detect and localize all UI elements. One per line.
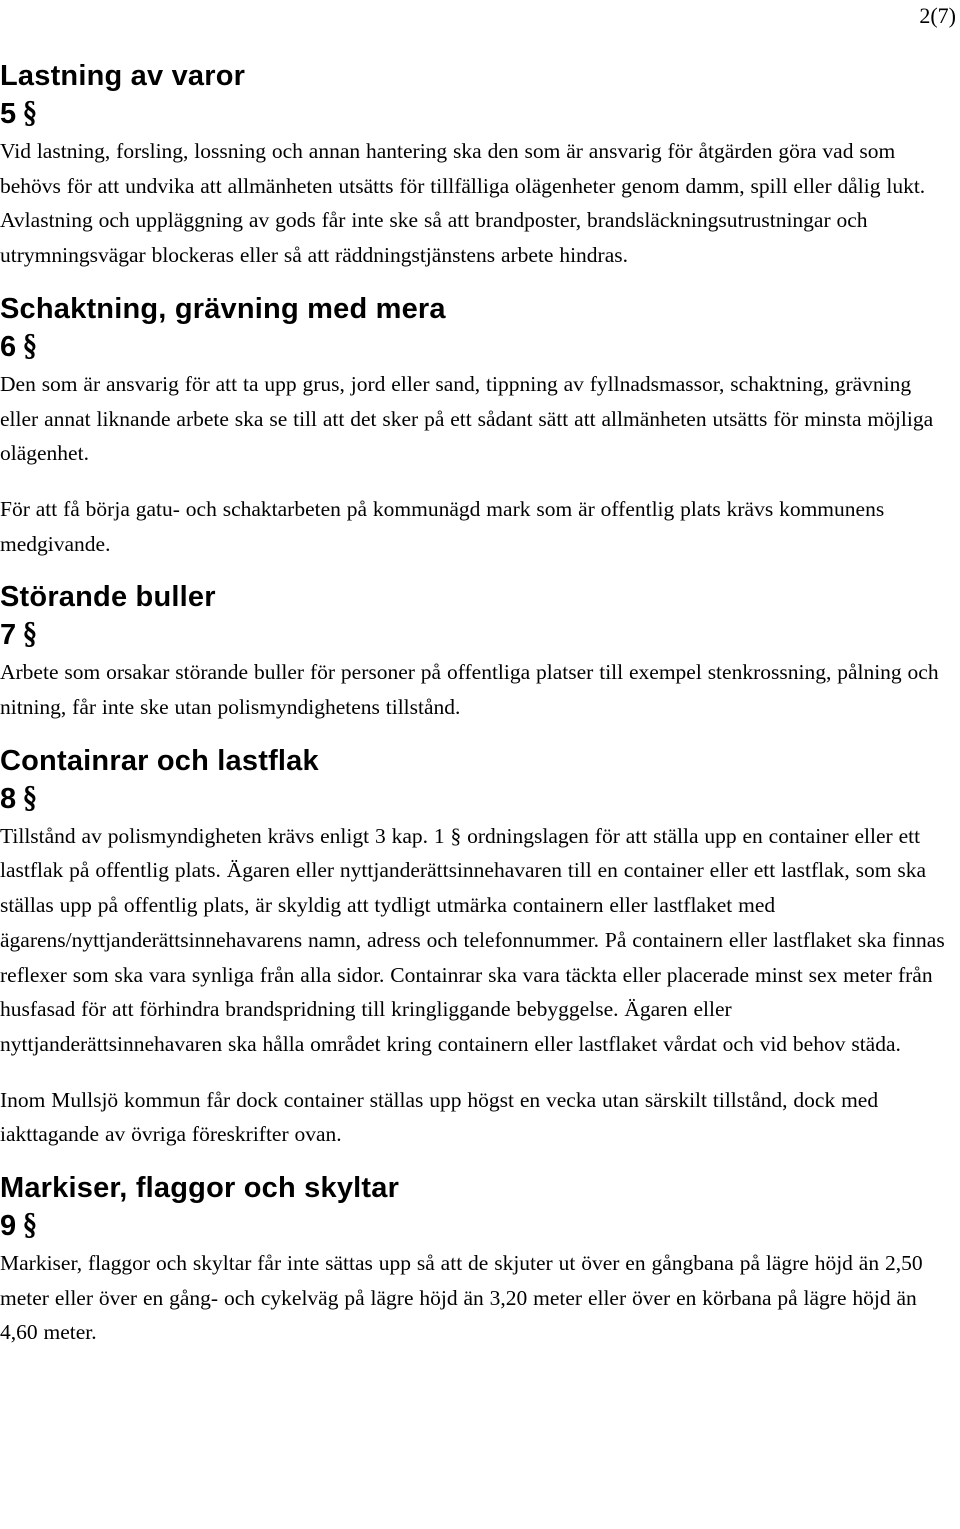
document-body xyxy=(0,58,952,1350)
section-heading: Schaktning, grävning med mera xyxy=(0,292,446,325)
paragraph-text: För att få börja gatu- och schaktarbeten på kommunägd mark som är offentlig plats krävs kommunens medgivande. xyxy=(0,496,885,556)
paragraph-text: Den som är ansvarig för att ta upp grus, jord eller sand, tippning av fyllnadsmassor, schaktning, grävning eller annat liknande arbete ska se till att det sker på ett sådant sätt att allmänheten utsätts för minsta möjliga olägenhet. xyxy=(0,371,934,466)
section-markiser xyxy=(0,1170,952,1350)
paragraph-text: Arbete som orsakar störande buller för personer på offentliga platser till exempel stenkrossning, pålning och nitning, får inte ske utan polismyndighetens tillstånd. xyxy=(0,660,939,720)
section-heading: Störande buller xyxy=(0,581,216,614)
paragraph-text: Vid lastning, forsling, lossning och annan hantering ska den som är ansvarig för åtgärden göra vad som behövs för att undvika att allmänheten utsätts för tillfälliga olägenheter genom damm, spill eller dålig lukt. Avlastning och uppläggning av gods får inte ske så att brandposter, brandsläckningsutrustningar och utrymningsvägar blockeras eller så att räddningstjänstens arbete hindras. xyxy=(0,139,926,268)
paragraph-text: Markiser, flaggor och skyltar får inte sättas upp så att de skjuter ut över en gångbana på lägre höjd än 2,50 meter eller över en gång- och cykelväg på lägre höjd än 3,20 meter eller över en körbana på lägre höjd än 4,60 meter. xyxy=(0,1251,923,1345)
section-heading: Markiser, flaggor och skyltar xyxy=(0,1172,400,1205)
paragraph-number xyxy=(0,779,952,819)
paragraph-number xyxy=(0,1206,952,1246)
paragraph-number-value: 8 xyxy=(0,782,17,815)
paragraph-text: Inom Mullsjö kommun får dock container ställas upp högst en vecka utan särskilt tillstånd, dock med iakttagande av övriga föreskrifter ovan. xyxy=(0,1087,879,1147)
section-heading: Containrar och lastflak xyxy=(0,744,319,777)
section-lastning-av-varor xyxy=(0,58,952,273)
section-sign-icon: § xyxy=(23,96,37,131)
section-sign-icon: § xyxy=(23,328,37,364)
section-storande-buller xyxy=(0,579,952,724)
paragraph-number xyxy=(0,327,952,367)
page-number: 2(7) xyxy=(919,3,956,28)
paragraph-text: Tillstånd av polismyndigheten krävs enligt 3 kap. 1 § ordningslagen för att ställa upp en container eller ett lastflak på offentlig plats. Ägaren eller nyttjanderättsinnehavaren till en container eller ett lastflak, som ska ställas upp på offentlig plats, är skyldig att tydligt utmärka containern eller lastflaket med ägarens/nyttjanderättsinnehavarens namn, adress och telefonnummer. På containern eller lastflaket ska finnas reflexer som ska vara synliga från alla sidor. Containrar ska vara täckta eller placerade minst sex meter från husfasad för att förhindra brandspridning till kringliggande bebyggelse. Ägaren eller nyttjanderättsinnehavaren ska hålla området kring containern eller lastflaket vårdat och vid behov städa. xyxy=(0,823,945,1056)
section-schaktning xyxy=(0,291,952,562)
section-sign-icon: § xyxy=(23,1208,37,1244)
paragraph-number-value: 7 xyxy=(0,619,17,652)
section-sign-icon: § xyxy=(23,780,37,816)
section-sign-icon: § xyxy=(23,617,37,653)
paragraph-number xyxy=(0,94,952,134)
section-containrar xyxy=(0,743,952,1152)
paragraph-number-value: 5 xyxy=(0,98,17,130)
paragraph-number-value: 6 xyxy=(0,330,17,363)
paragraph-number xyxy=(0,615,952,655)
section-heading: Lastning av varor xyxy=(0,60,246,92)
paragraph-number-value: 9 xyxy=(0,1210,17,1243)
